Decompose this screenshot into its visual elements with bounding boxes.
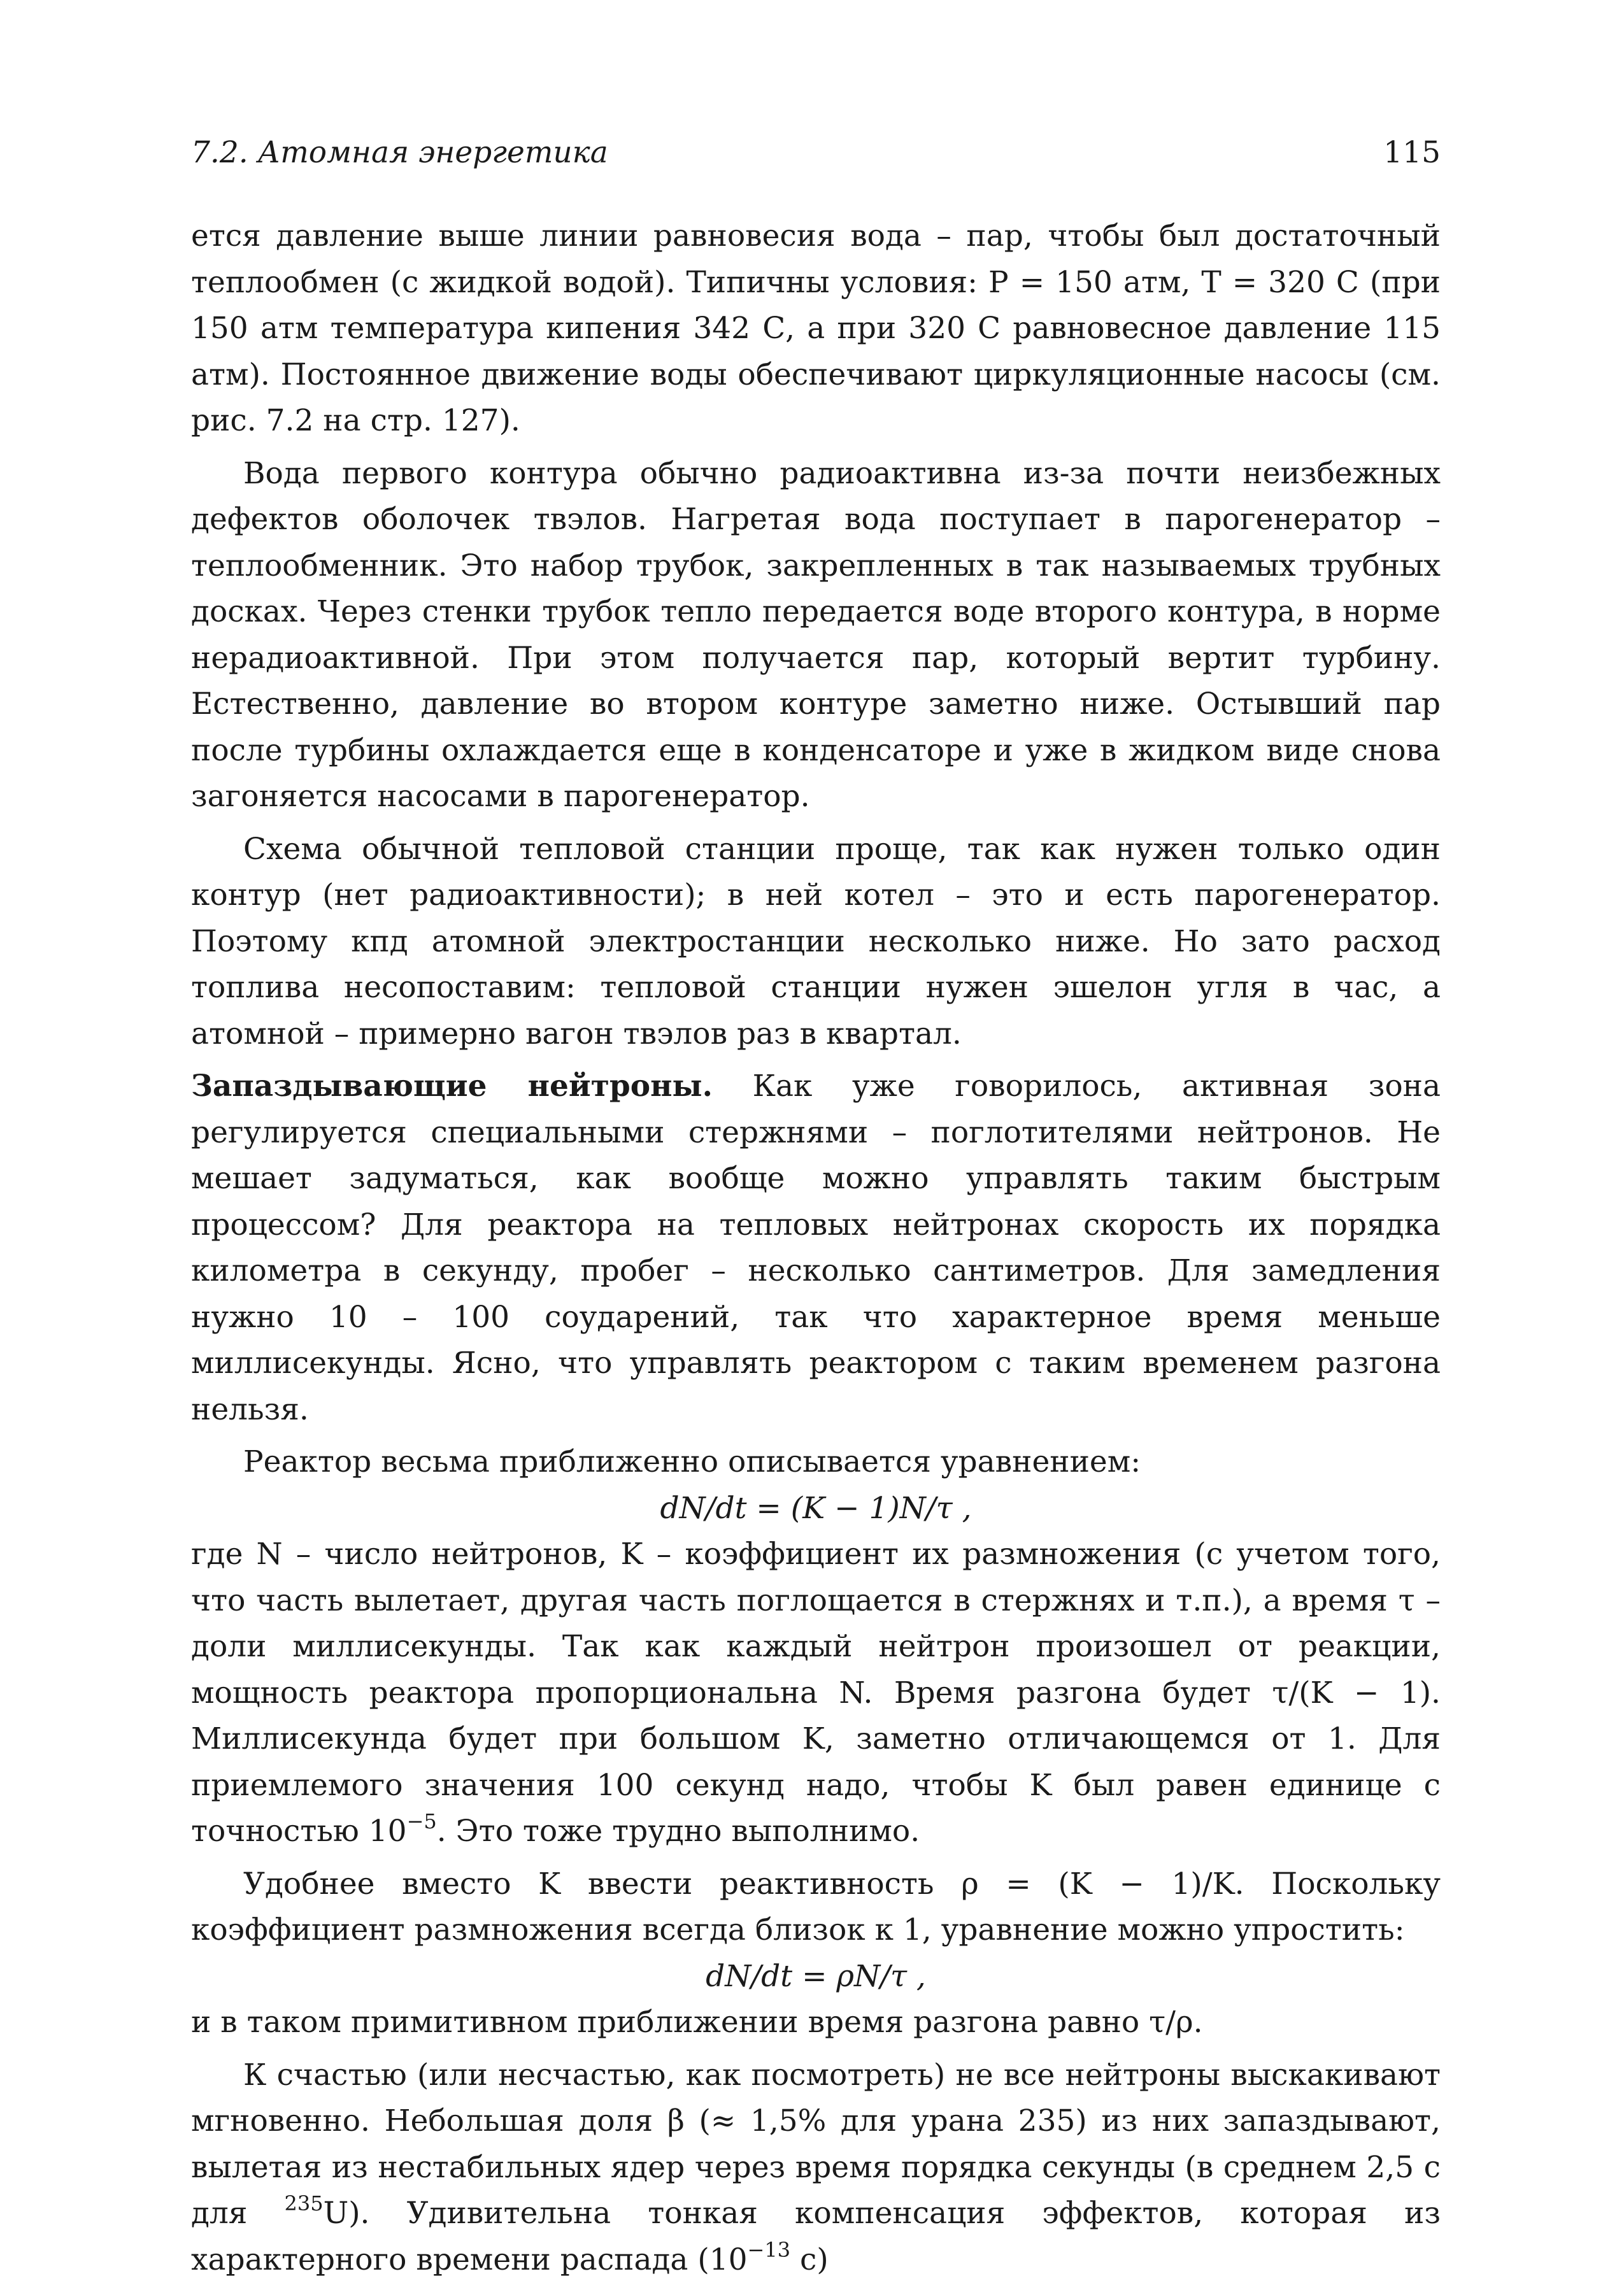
paragraph-fortunately: [191, 2052, 1441, 2283]
paragraph-reactivity: Удобнее вместо K ввести реактивность ρ = (K − 1)/K. Поскольку коэффициент размножения всегда близок к 1, уравнение можно упростить:: [191, 1861, 1441, 1954]
page-body: [191, 213, 1441, 2283]
page-number: 115: [1383, 131, 1441, 175]
paragraph-thermal-station: Схема обычной тепловой станции проще, так как нужен только один контур (нет радиоактивности); в ней котел – это и есть парогенератор. Поэтому кпд атомной электростанции несколько ниже. Но зато расход топлива несопоставим: тепловой станции нужен эшелон угля в час, а атомной – примерно вагон твэлов раз в квартал.: [191, 827, 1441, 1058]
equation-reactivity: dN/dt = ρN/τ ,: [191, 1954, 1441, 2000]
paragraph-continuation: ется давление выше линии равновесия вода – пар, чтобы был достаточный теплообмен (с жидкой водой). Типичны условия: P = 150 атм, T = 320 С (при 150 атм температура кипения 342 С, а при 320 С равновесное давление 115 атм). Постоянное движение воды обеспечивают циркуляционные насосы (см. рис. 7.2 на стр. 127).: [191, 213, 1441, 445]
fortunately-text: К счастью (или несчастью, как посмотреть) не все нейтроны выскакивают мгновенно. Небольшая доля β (≈ 1,5% для урана 235) из них запаздывают, вылетая из нестабильных ядер через время порядка секунды (в среднем 2,5 с для: [191, 2058, 1441, 2231]
explanation-tail: . Это тоже трудно выполнимо.: [437, 1814, 920, 1849]
paragraph-primary-circuit: Вода первого контура обычно радиоактивна из-за почти неизбежных дефектов оболочек твэлов. Нагретая вода поступает в парогенератор – теплообменник. Это набор трубок, закрепленных в так называемых трубных досках. Через стенки трубок тепло передается воде второго контура, в норме нерадиоактивной. При этом получается пар, который вертит турбину. Естественно, давление во втором контуре заметно ниже. Остывший пар после турбины охлаждается еще в конденсаторе и уже в жидком виде снова загоняется насосами в парогенератор.: [191, 451, 1441, 820]
paragraph-delayed-neutrons-text: Как уже говорилось, активная зона регулируется специальными стержнями – поглотителями нейтронов. Не мешает задуматься, как вообще можно управлять таким быстрым процессом? Для реактора на тепловых нейтронах скорость их порядка километра в секунду, пробег – несколько сантиметров. Для замедления нужно 10 – 100 соударений, так что характерное время меньше миллисекунды. Ясно, что управлять реактором с таким временем разгона нельзя.: [191, 1069, 1441, 1427]
paragraph-primitive-approx: и в таком примитивном приближении время разгона равно τ/ρ.: [191, 2000, 1441, 2046]
fortunately-text-2: U). Удивительна тонкая компенсация эффектов, которая из характерного времени распада (10: [191, 2196, 1441, 2277]
exponent-minus-5: −5: [407, 1809, 437, 1833]
running-title: 7.2. Атомная энергетика: [191, 131, 608, 175]
paragraph-delayed-neutrons: [191, 1063, 1441, 1433]
paragraph-equation-explanation: [191, 1532, 1441, 1855]
equation-reactor-kinetics: dN/dt = (K − 1)N/τ ,: [191, 1486, 1441, 1532]
paragraph-reactor-equation-intro: Реактор весьма приближенно описывается уравнением:: [191, 1439, 1441, 1486]
page-header: [191, 131, 1441, 175]
mass-number-235: 235: [285, 2191, 324, 2215]
fortunately-tail: с): [790, 2242, 829, 2277]
exponent-minus-13: −13: [748, 2238, 791, 2262]
run-in-heading: Запаздывающие нейтроны.: [191, 1069, 713, 1104]
explanation-text: где N – число нейтронов, K – коэффициент их размножения (с учетом того, что часть вылетает, другая часть поглощается в стержнях и т.п.), а время τ – доли миллисекунды. Так как каждый нейтрон произошел от реакции, мощность реактора пропорциональна N. Время разгона будет τ/(K − 1). Миллисекунда будет при большом K, заметно отличающемся от 1. Для приемлемого значения 100 секунд надо, чтобы K был равен единице с точностью 10: [191, 1537, 1441, 1849]
